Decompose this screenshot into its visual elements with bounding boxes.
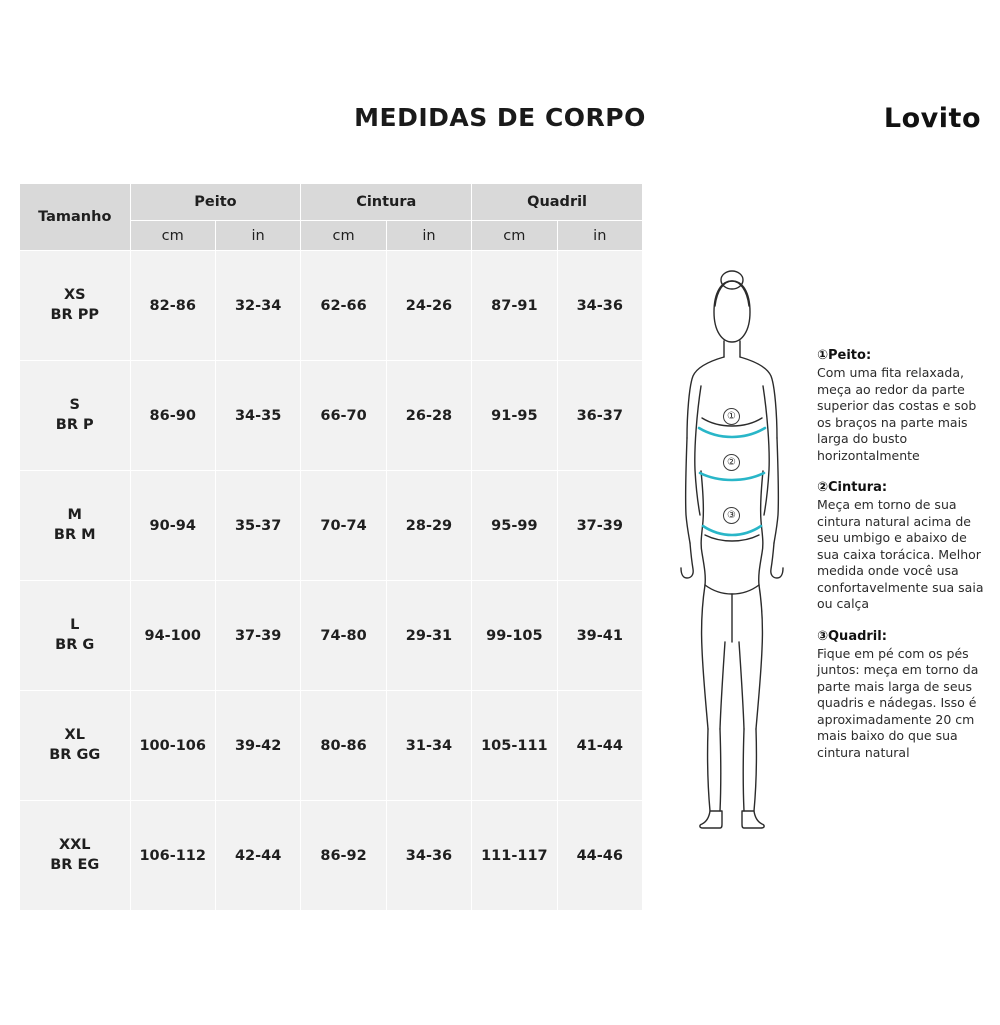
- cell-quadril-in: 34-36: [557, 251, 642, 361]
- size-intl: S: [69, 396, 80, 413]
- header-quadril-in: in: [557, 221, 642, 251]
- brand-logo: Lovito: [883, 103, 981, 134]
- note-quadril-title: ③Quadril:: [817, 628, 887, 644]
- note-quadril: [817, 629, 987, 762]
- row-size-label: [20, 801, 131, 911]
- cell-quadril-cm: 91-95: [472, 361, 557, 471]
- peito-marker: ①: [723, 408, 740, 425]
- cell-quadril-in: 41-44: [557, 691, 642, 801]
- table-row: [20, 361, 643, 471]
- female-body-outline-icon: [655, 258, 805, 838]
- header-quadril-cm: cm: [472, 221, 557, 251]
- cell-peito-in: 34-35: [215, 361, 300, 471]
- cell-peito-in: 37-39: [215, 581, 300, 691]
- cintura-marker: ②: [723, 454, 740, 471]
- note-peito-body: Com uma fita relaxada, meça ao redor da parte superior das costas e sob os braços na parte mais larga do busto horizontalmente: [817, 365, 977, 463]
- table-row: [20, 471, 643, 581]
- cell-peito-cm: 86-90: [130, 361, 215, 471]
- cell-quadril-cm: 99-105: [472, 581, 557, 691]
- size-br: BR GG: [49, 746, 101, 763]
- row-size-label: [20, 251, 131, 361]
- table-row: [20, 251, 643, 361]
- cell-cintura-in: 26-28: [386, 361, 471, 471]
- table-row: [20, 691, 643, 801]
- measurement-notes: [817, 348, 987, 777]
- cell-quadril-in: 44-46: [557, 801, 642, 911]
- cell-peito-cm: 106-112: [130, 801, 215, 911]
- row-size-label: [20, 361, 131, 471]
- note-cintura-body: Meça em torno de sua cintura natural acima de seu umbigo e abaixo de sua caixa torácica. Melhor medida onde você usa confortavelmente sua saia ou calça: [817, 497, 984, 611]
- cell-cintura-in: 24-26: [386, 251, 471, 361]
- size-intl: XL: [64, 726, 85, 743]
- header-peito-in: in: [215, 221, 300, 251]
- size-intl: L: [70, 616, 80, 633]
- cell-cintura-in: 31-34: [386, 691, 471, 801]
- cell-peito-in: 35-37: [215, 471, 300, 581]
- note-cintura: [817, 480, 987, 613]
- table-row: [20, 581, 643, 691]
- cell-peito-cm: 100-106: [130, 691, 215, 801]
- row-size-label: [20, 471, 131, 581]
- header-tamanho: Tamanho: [20, 184, 131, 251]
- table-row: [20, 801, 643, 911]
- size-br: BR PP: [50, 306, 100, 323]
- body-figure: [655, 258, 805, 838]
- cell-quadril-in: 37-39: [557, 471, 642, 581]
- header-group-quadril: Quadril: [472, 184, 643, 221]
- cell-cintura-cm: 80-86: [301, 691, 386, 801]
- cell-quadril-in: 36-37: [557, 361, 642, 471]
- cell-peito-in: 39-42: [215, 691, 300, 801]
- cell-cintura-cm: 86-92: [301, 801, 386, 911]
- note-cintura-title: ②Cintura:: [817, 480, 888, 495]
- size-intl: XS: [63, 286, 86, 303]
- cell-cintura-in: 28-29: [386, 471, 471, 581]
- cell-peito-cm: 90-94: [130, 471, 215, 581]
- header-cintura-in: in: [386, 221, 471, 251]
- cell-peito-in: 32-34: [215, 251, 300, 361]
- row-size-label: [20, 691, 131, 801]
- bust-measure-line: [699, 428, 765, 437]
- header-cintura-cm: cm: [301, 221, 386, 251]
- size-br: BR P: [55, 416, 94, 433]
- cell-peito-cm: 82-86: [130, 251, 215, 361]
- cell-cintura-cm: 70-74: [301, 471, 386, 581]
- cell-quadril-cm: 105-111: [472, 691, 557, 801]
- quadril-marker: ③: [723, 507, 740, 524]
- size-intl: XXL: [58, 836, 91, 853]
- cell-cintura-cm: 62-66: [301, 251, 386, 361]
- size-br: BR G: [55, 636, 95, 653]
- table-group-header-row: [20, 184, 643, 221]
- note-peito-title: ①Peito:: [817, 348, 872, 363]
- row-size-label: [20, 581, 131, 691]
- cell-quadril-cm: 95-99: [472, 471, 557, 581]
- header-group-cintura: Cintura: [301, 184, 472, 221]
- note-peito: [817, 348, 987, 464]
- cell-cintura-in: 34-36: [386, 801, 471, 911]
- cell-cintura-cm: 66-70: [301, 361, 386, 471]
- cell-cintura-in: 29-31: [386, 581, 471, 691]
- size-table-container: [19, 183, 643, 911]
- cell-quadril-cm: 87-91: [472, 251, 557, 361]
- header-group-peito: Peito: [130, 184, 301, 221]
- cell-quadril-cm: 111-117: [472, 801, 557, 911]
- header-peito-cm: cm: [130, 221, 215, 251]
- size-intl: M: [67, 506, 82, 523]
- page-title: MEDIDAS DE CORPO: [354, 103, 646, 132]
- cell-quadril-in: 39-41: [557, 581, 642, 691]
- note-quadril-body: Fique em pé com os pés juntos: meça em torno da parte mais larga de seus quadris e nádegas. Isso é aproximadamente 20 cm mais baixo do que sua cintura natural: [817, 645, 979, 760]
- waist-measure-line: [700, 473, 764, 480]
- size-br: BR M: [53, 526, 96, 543]
- cell-peito-in: 42-44: [215, 801, 300, 911]
- size-table: [19, 183, 643, 911]
- size-br: BR EG: [50, 856, 100, 873]
- cell-cintura-cm: 74-80: [301, 581, 386, 691]
- hip-measure-line: [703, 526, 761, 535]
- cell-peito-cm: 94-100: [130, 581, 215, 691]
